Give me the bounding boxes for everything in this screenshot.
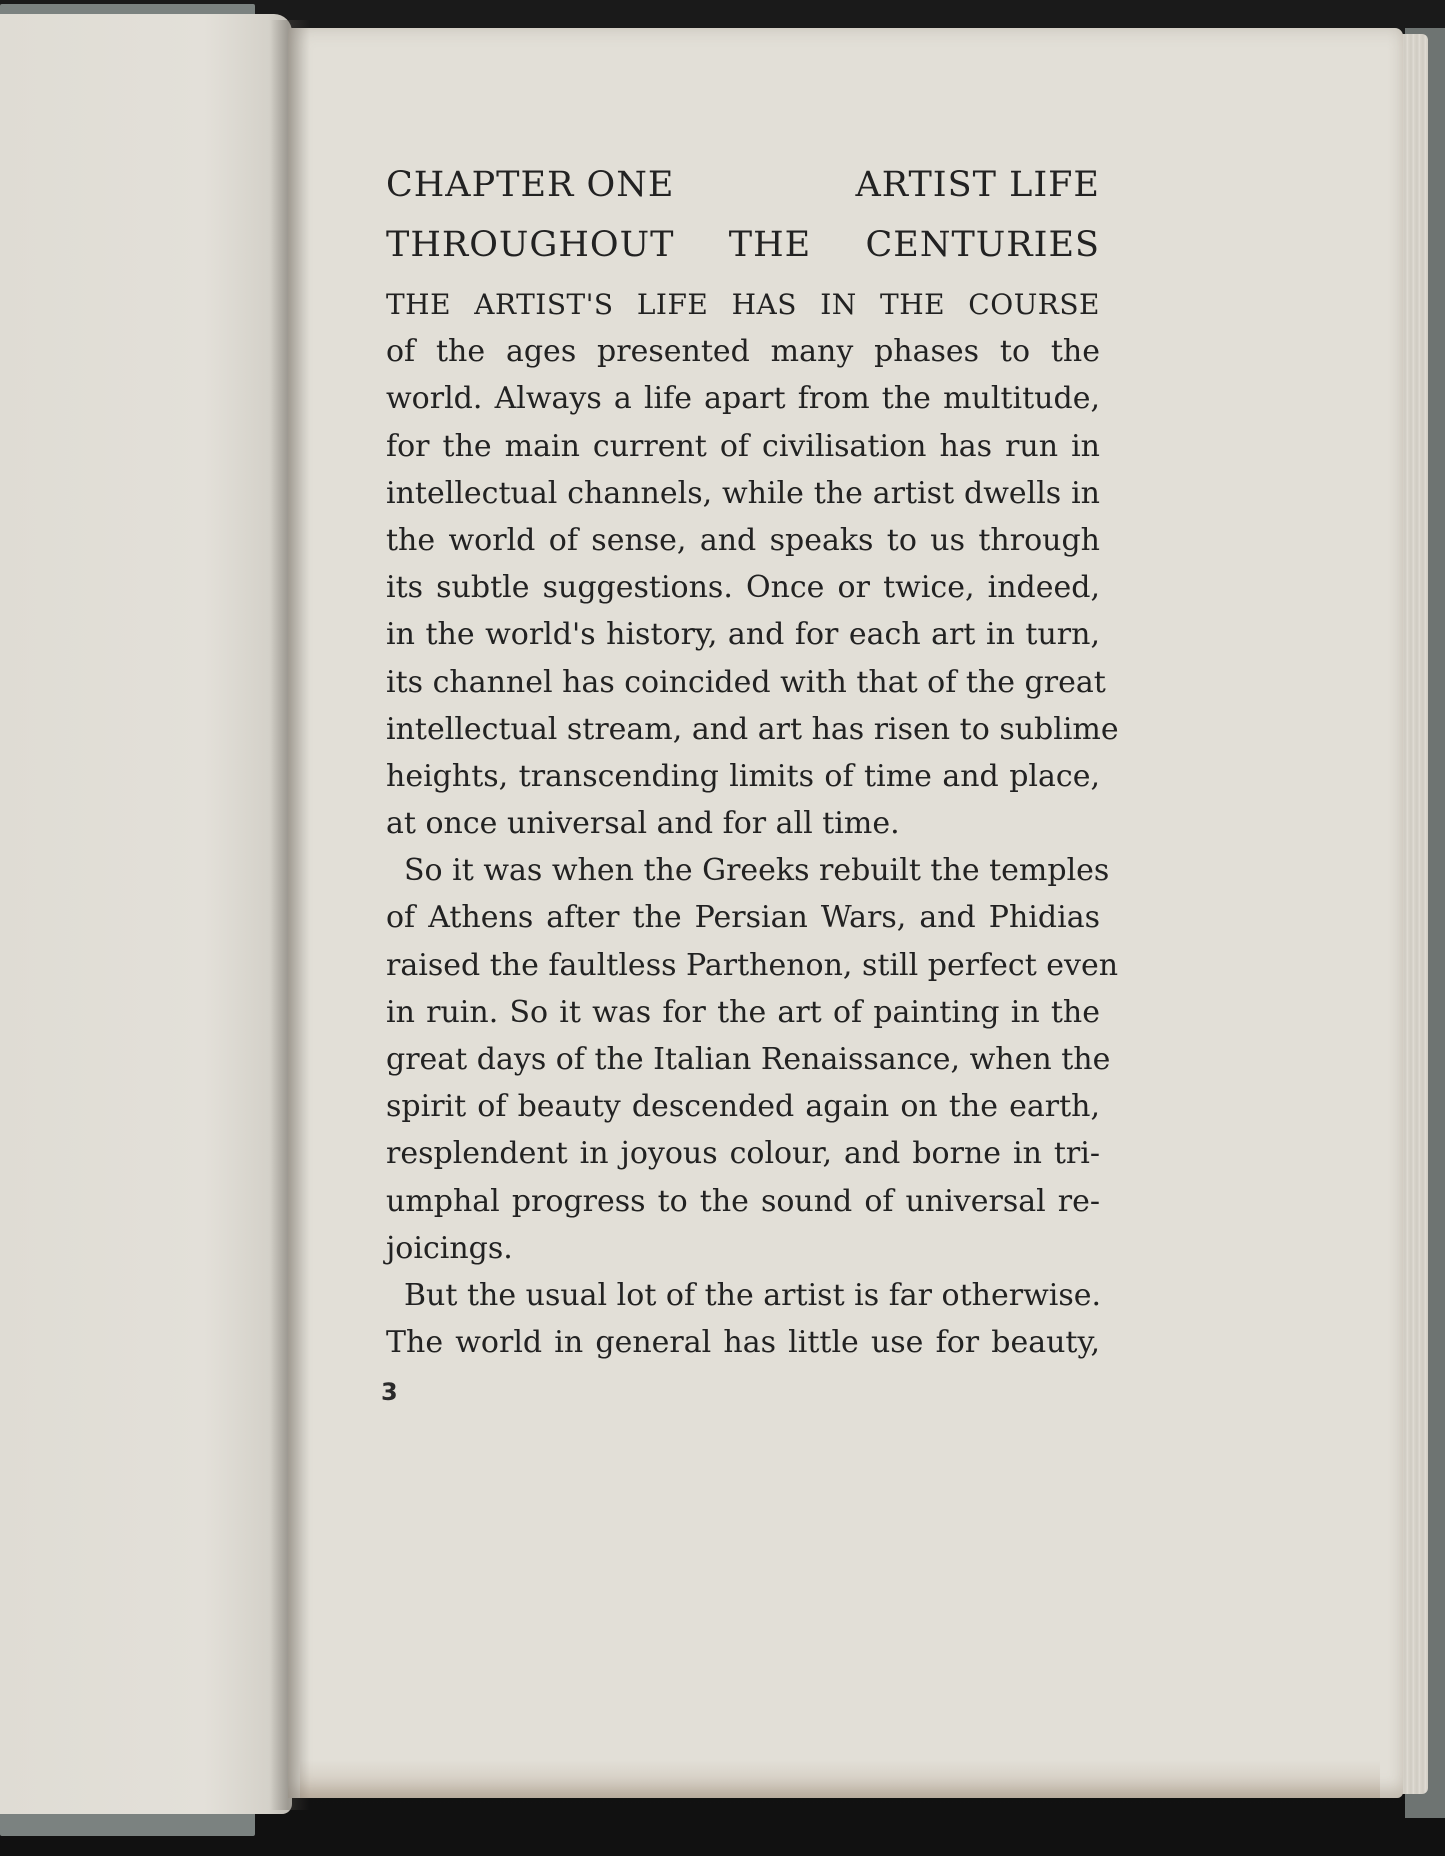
text-line: the world of sense, and speaks to us through bbox=[386, 522, 1100, 558]
text-line: great days of the Italian Renaissance, when the bbox=[386, 1042, 1111, 1077]
chapter-number: CHAPTER ONE bbox=[386, 165, 675, 205]
text-line: in ruin. So it was for the art of painting in the bbox=[386, 994, 1100, 1030]
chapter-title-part-1: ARTIST LIFE bbox=[855, 165, 1100, 205]
text-line: So it was when the Greeks rebuilt the temples bbox=[404, 853, 1110, 889]
text-line: its subtle suggestions. Once or twice, indeed, bbox=[386, 570, 1100, 606]
text-line: resplendent in joyous colour, and borne in tri- bbox=[386, 1136, 1100, 1172]
text-line: THE ARTIST'S LIFE HAS IN THE COURSE bbox=[386, 288, 1100, 321]
text-line: at once universal and for all time. bbox=[386, 806, 900, 842]
text-line: But the usual lot of the artist is far otherwise. bbox=[404, 1277, 1102, 1313]
text-line: umphal progress to the sound of universal re- bbox=[386, 1183, 1100, 1219]
text-line: of the ages presented many phases to the bbox=[386, 334, 1100, 370]
text-line: heights, transcending limits of time and place, bbox=[386, 758, 1100, 794]
text-line: intellectual channels, while the artist dwells in bbox=[386, 475, 1100, 511]
text-line: world. Always a life apart from the multitude, bbox=[386, 381, 1100, 417]
paragraph-1 bbox=[386, 281, 1119, 847]
paragraph-2 bbox=[386, 847, 1119, 1272]
text-line: its channel has coincided with that of the great bbox=[386, 664, 1106, 700]
text-line: raised the faultless Parthenon, still perfect even bbox=[386, 947, 1119, 983]
paragraph-3 bbox=[386, 1272, 1100, 1366]
chapter-heading bbox=[386, 155, 1100, 275]
chapter-title-part-2: THROUGHOUT THE CENTURIES bbox=[386, 225, 1100, 265]
left-page bbox=[0, 14, 292, 1814]
text-line: in the world's history, and for each art in turn, bbox=[386, 617, 1100, 653]
page-number: 3 bbox=[381, 1378, 398, 1406]
text-line: of Athens after the Persian Wars, and Phidias bbox=[386, 900, 1100, 936]
chapter-heading-line-2 bbox=[386, 215, 1100, 275]
gutter-shadow bbox=[270, 20, 310, 1810]
text-line: The world in general has little use for beauty, bbox=[386, 1325, 1100, 1361]
text-line: intellectual stream, and art has risen to sublime bbox=[386, 711, 1119, 747]
text-line: for the main current of civilisation has run in bbox=[386, 428, 1100, 464]
page-bottom-edge bbox=[300, 1760, 1380, 1798]
text-line: joicings. bbox=[386, 1230, 513, 1266]
text-line: spirit of beauty descended again on the earth, bbox=[386, 1089, 1100, 1125]
chapter-heading-line-1 bbox=[386, 155, 1100, 215]
page-text-block bbox=[386, 155, 1119, 1366]
